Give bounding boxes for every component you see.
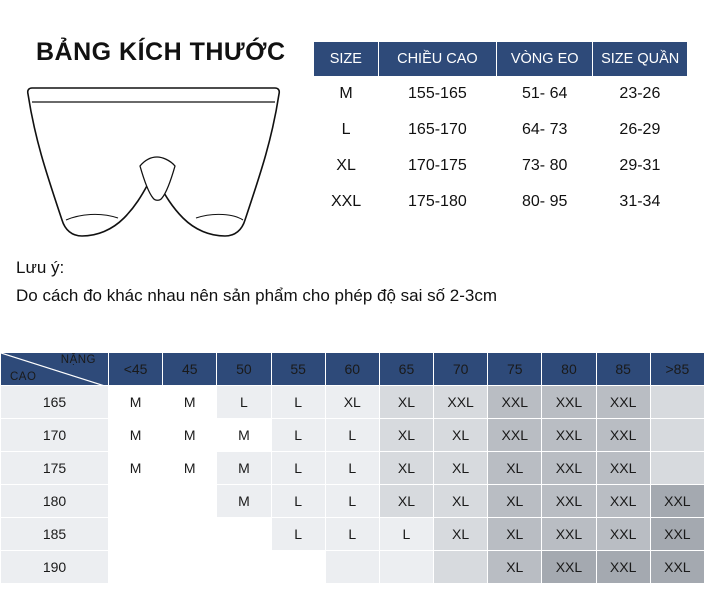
pants-cell: 26-29 [593, 112, 687, 148]
matrix-cell: XXL [650, 551, 704, 584]
matrix-cell: M [109, 452, 163, 485]
matrix-col-header: 45 [163, 353, 217, 386]
matrix-cell [217, 551, 271, 584]
matrix-row-header: 175 [1, 452, 109, 485]
waist-cell: 80- 95 [497, 184, 593, 220]
table-row [1, 452, 705, 485]
pants-cell: 29-31 [593, 148, 687, 184]
matrix-cell: L [217, 386, 271, 419]
matrix-col-header: 70 [434, 353, 488, 386]
matrix-cell: XXL [488, 419, 542, 452]
pants-cell: 31-34 [593, 184, 687, 220]
matrix-cell: M [163, 419, 217, 452]
matrix-cell: XL [325, 386, 379, 419]
matrix-row-header: 170 [1, 419, 109, 452]
matrix-cell: XL [434, 518, 488, 551]
matrix-cell: XL [488, 518, 542, 551]
matrix-cell: XXL [542, 551, 596, 584]
matrix-cell [163, 518, 217, 551]
matrix-cell: XXL [596, 485, 650, 518]
matrix-cell: XXL [434, 386, 488, 419]
table-row [314, 112, 687, 148]
pants-cell: 23-26 [593, 76, 687, 112]
matrix-cell: XXL [542, 452, 596, 485]
table-row [314, 148, 687, 184]
table-row [1, 518, 705, 551]
matrix-cell: XXL [542, 419, 596, 452]
matrix-corner-cell [1, 353, 109, 386]
matrix-cell: M [217, 485, 271, 518]
matrix-cell: XL [434, 485, 488, 518]
matrix-col-header: 80 [542, 353, 596, 386]
matrix-col-header: >85 [650, 353, 704, 386]
matrix-cell: XXL [542, 485, 596, 518]
height-cell: 165-170 [378, 112, 496, 148]
matrix-cell: L [325, 419, 379, 452]
matrix-col-header: 65 [379, 353, 433, 386]
matrix-cell: XXL [596, 419, 650, 452]
matrix-cell: L [271, 485, 325, 518]
matrix-row-axis-label: CAO [10, 371, 37, 383]
matrix-cell: XXL [596, 452, 650, 485]
matrix-cell [163, 551, 217, 584]
size-matrix-table [0, 352, 705, 584]
matrix-cell: L [379, 518, 433, 551]
matrix-row-header: 165 [1, 386, 109, 419]
height-cell: 155-165 [378, 76, 496, 112]
table-row [1, 386, 705, 419]
table-row [1, 551, 705, 584]
table-row [1, 485, 705, 518]
matrix-cell: M [163, 452, 217, 485]
matrix-cell: XL [488, 551, 542, 584]
matrix-cell: XL [379, 452, 433, 485]
height-cell: 170-175 [378, 148, 496, 184]
matrix-col-header: <45 [109, 353, 163, 386]
matrix-col-axis-label: NẶNG [60, 354, 96, 366]
matrix-cell [109, 485, 163, 518]
matrix-cell: XXL [596, 386, 650, 419]
matrix-cell: XL [379, 386, 433, 419]
matrix-cell: M [109, 419, 163, 452]
matrix-cell [217, 518, 271, 551]
size-table-header-row [314, 42, 687, 76]
note-text: Do cách đo khác nhau nên sản phẩm cho phép độ sai số 2-3cm [16, 286, 498, 305]
matrix-col-header: 85 [596, 353, 650, 386]
matrix-cell: M [109, 386, 163, 419]
matrix-cell: L [271, 452, 325, 485]
matrix-col-header: 50 [217, 353, 271, 386]
size-table [314, 42, 687, 220]
size-table-header-waist: VÒNG EO [497, 42, 593, 76]
matrix-row-header: 185 [1, 518, 109, 551]
matrix-cell [109, 518, 163, 551]
matrix-cell [109, 551, 163, 584]
matrix-cell: M [217, 452, 271, 485]
size-cell: XXL [314, 184, 378, 220]
boxer-brief-illustration [20, 80, 295, 245]
size-cell: L [314, 112, 378, 148]
waist-cell: 51- 64 [497, 76, 593, 112]
matrix-cell: M [217, 419, 271, 452]
matrix-cell [650, 452, 704, 485]
note-label: Lưu ý: [16, 258, 65, 277]
matrix-cell [650, 419, 704, 452]
matrix-cell: L [271, 518, 325, 551]
matrix-cell: XXL [596, 518, 650, 551]
matrix-col-header: 75 [488, 353, 542, 386]
table-row [314, 184, 687, 220]
size-table-header-size: SIZE [314, 42, 378, 76]
matrix-cell: XXL [488, 386, 542, 419]
size-cell: XL [314, 148, 378, 184]
matrix-cell: L [325, 518, 379, 551]
matrix-cell: XL [488, 485, 542, 518]
matrix-cell: XXL [542, 518, 596, 551]
matrix-cell: XXL [650, 518, 704, 551]
matrix-cell [163, 485, 217, 518]
matrix-cell [325, 551, 379, 584]
matrix-cell: XXL [650, 485, 704, 518]
matrix-cell: L [325, 485, 379, 518]
size-table-header-pants: SIZE QUẦN [593, 42, 687, 76]
matrix-cell: L [271, 419, 325, 452]
matrix-col-header: 55 [271, 353, 325, 386]
height-cell: 175-180 [378, 184, 496, 220]
matrix-cell: XL [434, 452, 488, 485]
matrix-cell: XXL [542, 386, 596, 419]
matrix-cell: XL [379, 419, 433, 452]
matrix-cell: XL [434, 419, 488, 452]
matrix-cell [650, 386, 704, 419]
matrix-cell: L [325, 452, 379, 485]
matrix-cell [271, 551, 325, 584]
waist-cell: 73- 80 [497, 148, 593, 184]
table-row [1, 419, 705, 452]
matrix-header-row [1, 353, 705, 386]
page-title: BẢNG KÍCH THƯỚC [36, 38, 286, 66]
matrix-cell: XXL [596, 551, 650, 584]
table-row [314, 76, 687, 112]
matrix-cell: L [271, 386, 325, 419]
matrix-row-header: 190 [1, 551, 109, 584]
size-table-header-height: CHIỀU CAO [378, 42, 496, 76]
matrix-cell: M [163, 386, 217, 419]
waist-cell: 64- 73 [497, 112, 593, 148]
matrix-cell [379, 551, 433, 584]
size-cell: M [314, 76, 378, 112]
matrix-cell: XL [488, 452, 542, 485]
size-matrix-section [0, 352, 705, 584]
matrix-cell: XL [379, 485, 433, 518]
matrix-row-header: 180 [1, 485, 109, 518]
matrix-cell [434, 551, 488, 584]
matrix-col-header: 60 [325, 353, 379, 386]
